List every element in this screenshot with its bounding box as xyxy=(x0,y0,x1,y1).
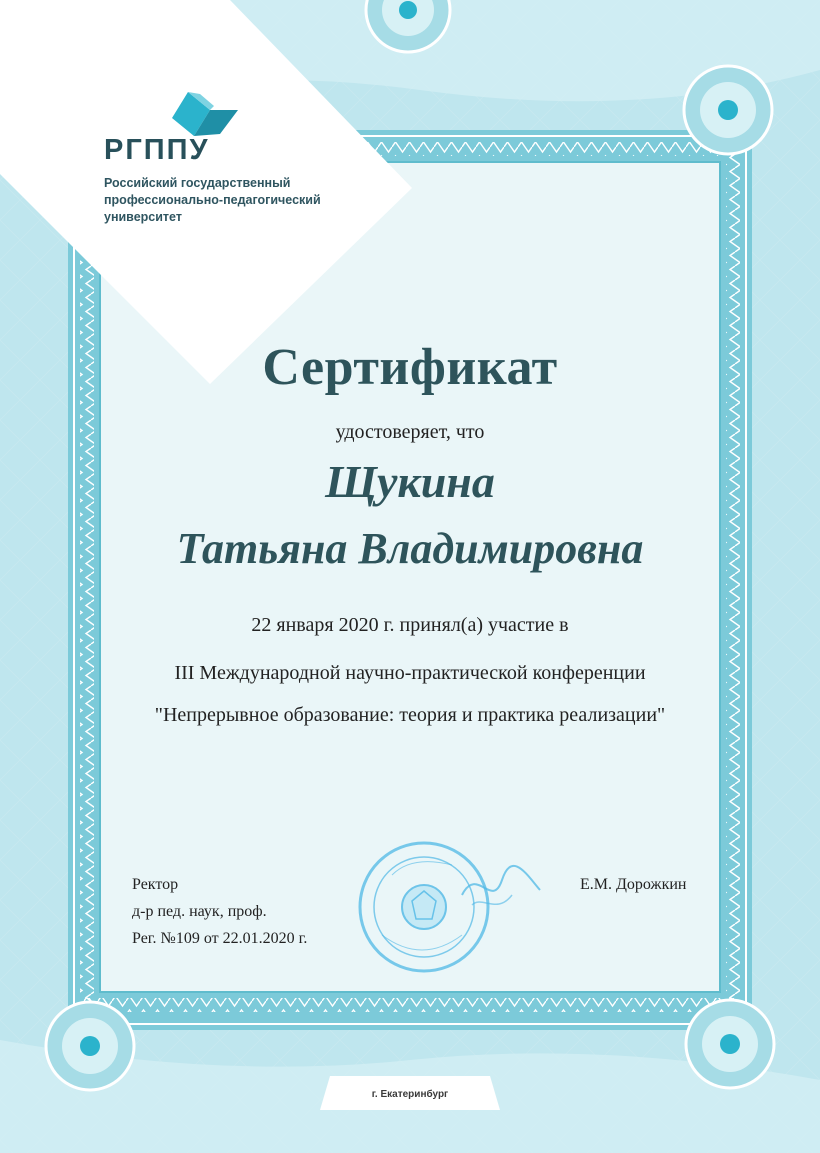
conference-line: III Международной научно-практической конференции xyxy=(174,662,646,684)
recipient-given-names: Татьяна Владимировна xyxy=(176,524,644,573)
seal-stamp-icon xyxy=(352,835,552,985)
logo-mark-icon xyxy=(100,90,240,140)
conference-title-line: "Непрерывное образование: теория и практика реализации" xyxy=(154,704,666,726)
logo-line-1: Российский государственный xyxy=(104,176,291,190)
certificate-subtitle: удостоверяет, что xyxy=(335,421,485,443)
certificate-title: Сертификат xyxy=(262,339,558,396)
registration-number: Рег. №109 от 22.01.2020 г. xyxy=(132,930,308,947)
signer-role: Ректор xyxy=(132,876,179,893)
participation-line: 22 января 2020 г. принял(а) участие в xyxy=(251,614,569,636)
signer-name: Е.М. Дорожкин xyxy=(580,876,687,893)
logo-wordmark: РГППУ xyxy=(104,134,210,166)
signer-degree: д-р пед. наук, проф. xyxy=(132,903,267,920)
issue-city: г. Екатеринбург xyxy=(371,1089,449,1100)
logo-line-2: профессионально-педагогический xyxy=(104,193,321,207)
recipient-surname: Щукина xyxy=(325,456,495,507)
logo-line-3: университет xyxy=(104,210,182,224)
